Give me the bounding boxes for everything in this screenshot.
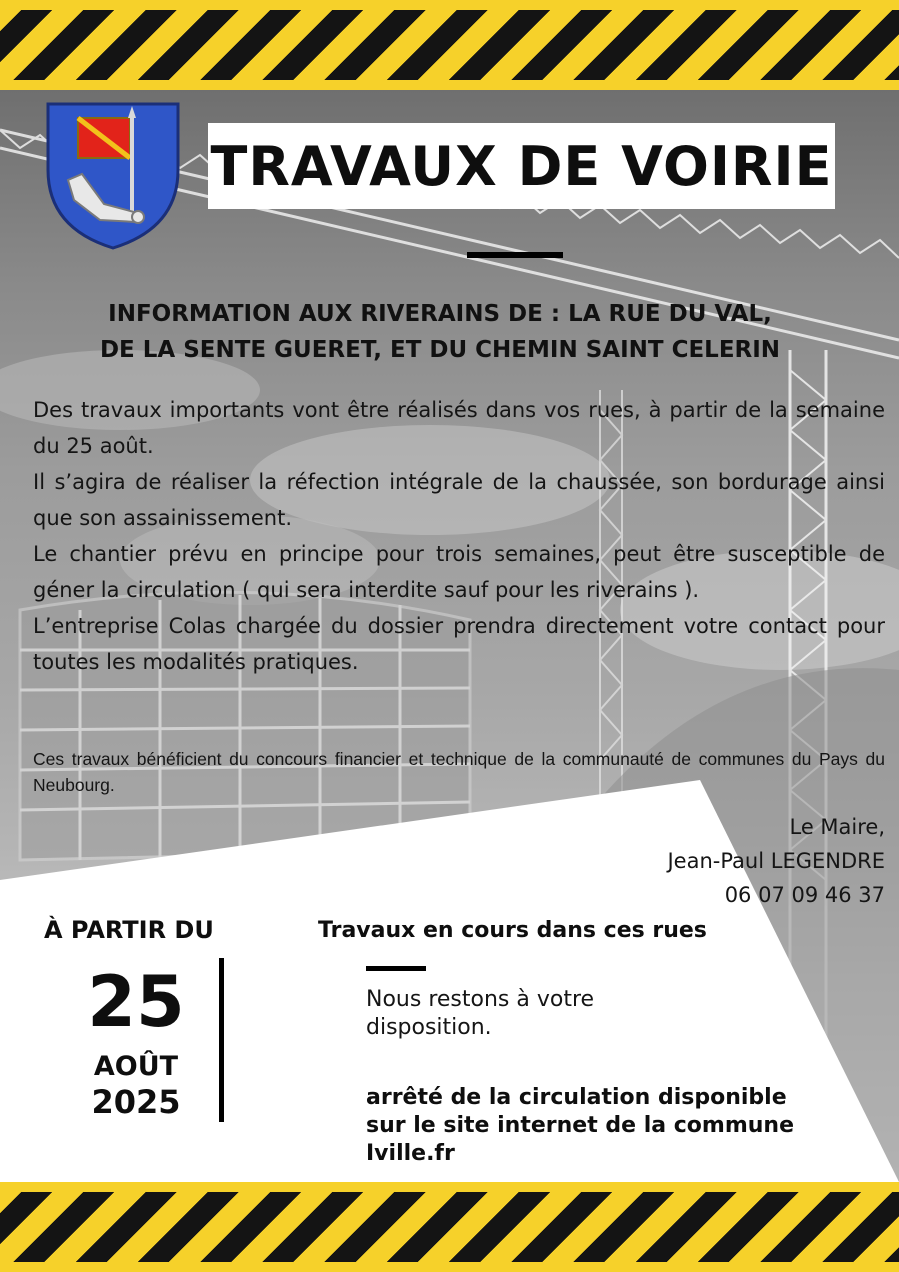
financing-note: Ces travaux bénéficient du concours financier et technique de la communauté de communes du Pays du Neubourg. bbox=[33, 749, 885, 795]
signature-phone: 06 07 09 46 37 bbox=[724, 883, 885, 907]
page-title: TRAVAUX DE VOIRIE bbox=[210, 134, 833, 198]
website-link[interactable]: Iville.fr bbox=[366, 1141, 455, 1166]
signature-name: Jean-Paul LEGENDRE bbox=[667, 849, 885, 873]
headline-line: INFORMATION AUX RIVERAINS DE : LA RUE DU VAL, bbox=[108, 301, 772, 327]
notice-paragraph: Il s’agira de réaliser la réfection intégrale de la chaussée, son bordurage ainsi que son assainissement. bbox=[33, 470, 885, 530]
notice-paragraph: Des travaux importants vont être réalisés dans vos rues, à partir de la semaine du 25 août. bbox=[33, 398, 885, 458]
decree-line: arrêté de la circulation disponible bbox=[366, 1085, 787, 1110]
start-year: 2025 bbox=[91, 1083, 181, 1121]
municipal-crest bbox=[44, 100, 182, 252]
hazard-stripe-bottom bbox=[0, 1182, 899, 1272]
date-divider bbox=[219, 958, 224, 1122]
works-label: Travaux en cours dans ces rues bbox=[318, 918, 707, 943]
start-month: AOÛT bbox=[93, 1051, 179, 1082]
municipal-coat-of-arms-icon bbox=[44, 100, 182, 252]
mayor-signature bbox=[667, 810, 885, 912]
notice-paragraph: Le chantier prévu en principe pour trois semaines, peut être susceptible de géner la circulation ( qui sera interdite sauf pour les riverains ). bbox=[33, 542, 885, 602]
title-banner bbox=[208, 123, 835, 209]
decree-line: sur le site internet de la commune bbox=[366, 1113, 794, 1138]
contact-text: Nous restons à votre disposition. bbox=[366, 987, 595, 1040]
hazard-stripe-top bbox=[0, 0, 899, 90]
title-divider bbox=[467, 252, 563, 258]
notice-paragraph: L’entreprise Colas chargée du dossier prendra directement votre contact pour toutes les modalités pratiques. bbox=[33, 614, 885, 674]
signature-role: Le Maire, bbox=[789, 815, 885, 839]
start-date-label: À PARTIR DU bbox=[44, 916, 214, 944]
start-day: 25 bbox=[87, 961, 185, 1043]
works-divider bbox=[366, 966, 426, 971]
headline-line: DE LA SENTE GUERET, ET DU CHEMIN SAINT CELERIN bbox=[99, 337, 781, 363]
notice-body bbox=[33, 392, 885, 680]
decree-info bbox=[366, 1084, 866, 1168]
residents-headline bbox=[40, 296, 840, 368]
